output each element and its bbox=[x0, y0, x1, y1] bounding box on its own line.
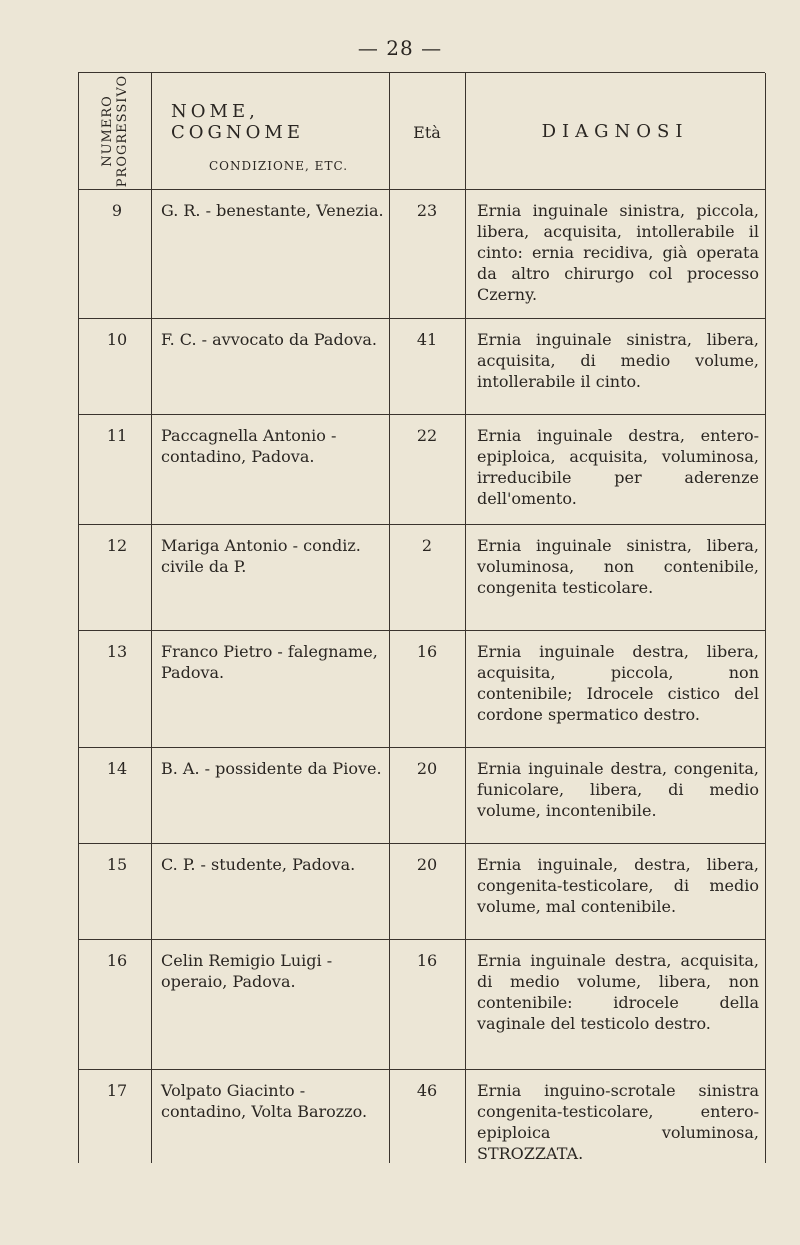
row-diagnosis: Ernia inguinale sinistra, piccola, libera, acquisita, intollerabile il cinto: ernia recidiva, già operata da altro chirurgo col processo Czerny. bbox=[477, 201, 759, 304]
row-name: Mariga Antonio - condiz. civile da P. bbox=[161, 536, 361, 576]
row-diagnosis: Ernia inguinale destra, acquisita, di medio volume, libera, non contenibile: idrocele della vaginale del testicolo destro. bbox=[477, 951, 759, 1033]
row-age: 41 bbox=[416, 330, 438, 349]
header-name bbox=[151, 101, 389, 173]
row-diagnosis: Ernia inguinale destra, libera, acquisita, piccola, non contenibile; Idrocele cistico del cordone spermatico destro. bbox=[477, 642, 759, 724]
row-name: Volpato Giacinto - contadino, Volta Barozzo. bbox=[161, 1081, 368, 1121]
row-age: 20 bbox=[416, 759, 438, 778]
row-name: F. C. - avvocato da Padova. bbox=[161, 330, 378, 349]
row-age: 16 bbox=[416, 642, 438, 661]
header-name-subtitle: CONDIZIONE, ETC. bbox=[209, 159, 349, 173]
row-number: 17 bbox=[106, 1081, 128, 1100]
row-name: C. P. - studente, Padova. bbox=[161, 855, 356, 874]
row-age: 16 bbox=[416, 951, 438, 970]
table-header bbox=[79, 73, 765, 190]
table-row bbox=[79, 318, 765, 415]
page-number: — 28 — bbox=[357, 36, 443, 60]
table-row bbox=[79, 939, 765, 1070]
row-age: 46 bbox=[416, 1081, 438, 1100]
row-number: 14 bbox=[106, 759, 128, 778]
header-number-line1: NUMERO bbox=[100, 95, 115, 167]
row-diagnosis: Ernia inguinale sinistra, libera, acquisita, di medio volume, intollerabile il cinto. bbox=[477, 330, 759, 391]
row-name: B. A. - possidente da Piove. bbox=[161, 759, 382, 778]
table-row bbox=[79, 630, 765, 748]
row-number: 16 bbox=[106, 951, 128, 970]
row-age: 23 bbox=[416, 201, 438, 220]
row-age: 20 bbox=[416, 855, 438, 874]
row-number: 9 bbox=[111, 201, 123, 220]
row-number: 15 bbox=[106, 855, 128, 874]
row-number: 10 bbox=[106, 330, 128, 349]
row-diagnosis: Ernia inguinale, destra, libera, congenita-testicolare, di medio volume, mal contenibile. bbox=[477, 855, 759, 916]
row-name: Franco Pietro - falegname, Padova. bbox=[161, 642, 378, 682]
row-number: 11 bbox=[106, 426, 128, 445]
row-number: 12 bbox=[106, 536, 128, 555]
row-diagnosis: Ernia inguinale destra, congenita, funicolare, libera, di medio volume, incontenibile. bbox=[477, 759, 759, 820]
header-diagnosis: DIAGNOSI bbox=[541, 121, 689, 142]
table-row bbox=[79, 843, 765, 940]
table-row bbox=[79, 414, 765, 525]
header-age: Età bbox=[413, 123, 441, 142]
patient-register-table bbox=[78, 72, 765, 1163]
row-name: G. R. - benestante, Venezia. bbox=[161, 201, 384, 220]
row-diagnosis: Ernia inguinale sinistra, libera, voluminosa, non contenibile, congenita testicolare. bbox=[477, 536, 759, 597]
row-age: 22 bbox=[416, 426, 438, 445]
table-row bbox=[79, 524, 765, 631]
table-row bbox=[79, 1069, 765, 1164]
row-diagnosis: Ernia inguinale destra, entero-epiploica, acquisita, voluminosa, irreducibile per aderenze dell'omento. bbox=[477, 426, 759, 508]
row-number: 13 bbox=[106, 642, 128, 661]
row-diagnosis: Ernia inguino-scrotale sinistra congenita-testicolare, entero-epiploica voluminosa, STROZZATA. bbox=[477, 1081, 759, 1163]
row-name: Paccagnella Antonio - contadino, Padova. bbox=[161, 426, 337, 466]
header-name-title: NOME, COGNOME bbox=[171, 101, 304, 143]
header-number-line2: PROGRESSIVO bbox=[115, 74, 130, 188]
row-name: Celin Remigio Luigi - operaio, Padova. bbox=[161, 951, 333, 991]
table-row bbox=[79, 747, 765, 844]
header-number bbox=[79, 73, 151, 189]
row-age: 2 bbox=[421, 536, 433, 555]
table-row bbox=[79, 189, 765, 319]
